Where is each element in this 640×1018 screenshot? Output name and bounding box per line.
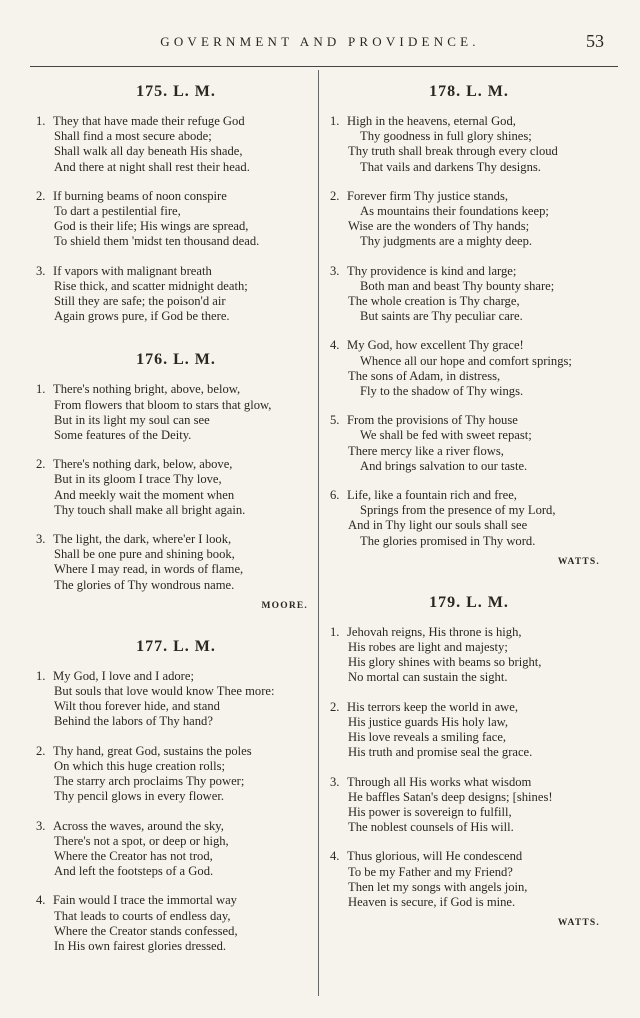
verse-text: There's nothing dark, below, above, bbox=[53, 457, 233, 472]
verse-text: We shall be fed with sweet repast; bbox=[360, 428, 532, 443]
verse-line bbox=[36, 819, 316, 834]
verse-line bbox=[36, 924, 316, 939]
stanza-number: 3. bbox=[330, 774, 340, 789]
verse-text: Thy hand, great God, sustains the poles bbox=[53, 743, 252, 758]
verse-line bbox=[330, 865, 608, 880]
hymn-heading: 178. L. M. bbox=[429, 83, 509, 100]
verse-line bbox=[330, 820, 608, 835]
stanza-number: 2. bbox=[330, 699, 340, 714]
page-number: 53 bbox=[586, 31, 604, 51]
verse-text: The sons of Adam, in distress, bbox=[348, 368, 501, 383]
verse-text: Thy touch shall make all bright again. bbox=[54, 502, 246, 517]
verse-text: Where the Creator has not trod, bbox=[54, 848, 213, 863]
verse-text: Shall walk all day beneath His shade, bbox=[54, 144, 243, 159]
verse-text: Thy judgments are a mighty deep. bbox=[360, 234, 533, 249]
verse-text: That vails and darkens Thy designs. bbox=[360, 159, 541, 174]
hymn-heading: 177. L. M. bbox=[136, 637, 216, 655]
verse-text: Rise thick, and scatter midnight death; bbox=[54, 278, 248, 293]
stanza-number: 1. bbox=[36, 382, 46, 397]
stanza bbox=[330, 775, 608, 836]
stanza bbox=[36, 457, 316, 518]
verse-text: There's nothing bright, above, below, bbox=[53, 382, 241, 397]
verse-text: There's not a spot, or deep or high, bbox=[54, 833, 229, 848]
verse-line bbox=[330, 880, 608, 895]
verse-text: My God, how excellent Thy grace! bbox=[347, 338, 524, 353]
verse-line bbox=[330, 745, 608, 760]
stanza bbox=[330, 849, 608, 910]
hymn-block bbox=[36, 70, 316, 324]
verse-line bbox=[36, 264, 316, 279]
verse-text: And brings salvation to our taste. bbox=[360, 458, 528, 473]
hymn-heading: 179. L. M. bbox=[429, 593, 509, 611]
stanza-number: 1. bbox=[36, 114, 46, 128]
hymn-block bbox=[36, 338, 316, 610]
stanza-number: 3. bbox=[36, 818, 46, 833]
verse-line bbox=[36, 834, 316, 849]
verse-line bbox=[36, 413, 316, 428]
verse-line bbox=[36, 309, 316, 324]
verse-line bbox=[330, 204, 608, 219]
verse-line bbox=[330, 114, 608, 129]
stanza bbox=[330, 700, 608, 761]
verse-text: Again grows pure, if God be there. bbox=[54, 309, 230, 324]
verse-line bbox=[330, 895, 608, 910]
verse-text: And left the footsteps of a God. bbox=[54, 864, 214, 879]
verse-line bbox=[330, 264, 608, 279]
verse-text: High in the heavens, eternal God, bbox=[347, 114, 516, 128]
verse-text: God is their life; His wings are spread, bbox=[54, 219, 249, 234]
verse-line bbox=[36, 160, 316, 175]
stanza bbox=[330, 625, 608, 686]
stanza bbox=[330, 338, 608, 399]
verse-line bbox=[330, 144, 608, 159]
verse-text: He baffles Satan's deep designs; [shines! bbox=[348, 789, 553, 804]
stanza bbox=[36, 114, 316, 175]
verse-line bbox=[36, 547, 316, 562]
verse-text: The glories of Thy wondrous name. bbox=[54, 577, 235, 592]
verse-line bbox=[36, 189, 316, 204]
verse-line bbox=[330, 129, 608, 144]
stanza bbox=[36, 819, 316, 880]
verse-text: But in its gloom I trace Thy love, bbox=[54, 472, 222, 487]
verse-text: Then let my songs with angels join, bbox=[348, 879, 528, 894]
stanza bbox=[36, 669, 316, 730]
verse-line bbox=[36, 684, 316, 699]
verse-text: Thy pencil glows in every flower. bbox=[54, 789, 224, 804]
verse-text: Wilt thou forever hide, and stand bbox=[54, 699, 220, 714]
verse-line bbox=[330, 369, 608, 384]
verse-line bbox=[36, 279, 316, 294]
verse-line bbox=[36, 939, 316, 954]
verse-text: Fain would I trace the immortal way bbox=[53, 893, 237, 908]
verse-line bbox=[330, 309, 608, 324]
verse-line bbox=[36, 893, 316, 908]
verse-text: From flowers that bloom to stars that glow, bbox=[54, 397, 272, 412]
stanza bbox=[330, 264, 608, 325]
verse-line bbox=[330, 849, 608, 864]
verse-text: Heaven is secure, if God is mine. bbox=[348, 894, 516, 909]
verse-text: On which this huge creation rolls; bbox=[54, 758, 226, 773]
verse-line bbox=[36, 398, 316, 413]
verse-text: In His own fairest glories dressed. bbox=[54, 938, 227, 953]
verse-text: Thy truth shall break through every cloud bbox=[348, 144, 558, 159]
verse-line bbox=[330, 338, 608, 353]
verse-line bbox=[330, 670, 608, 685]
verse-line bbox=[36, 382, 316, 397]
verse-line bbox=[330, 715, 608, 730]
verse-line bbox=[36, 457, 316, 472]
verse-line bbox=[330, 625, 608, 640]
right-column bbox=[330, 70, 608, 942]
verse-text: Where I may read, in words of flame, bbox=[54, 562, 244, 577]
verse-text: Springs from the presence of my Lord, bbox=[360, 503, 556, 518]
verse-text: The starry arch proclaims Thy power; bbox=[54, 774, 245, 789]
verse-text: And in Thy light our souls shall see bbox=[348, 518, 528, 533]
verse-text: Whence all our hope and comfort springs; bbox=[360, 353, 572, 368]
verse-text: Both man and beast Thy bounty share; bbox=[360, 278, 555, 293]
stanza bbox=[330, 488, 608, 549]
verse-line bbox=[330, 534, 608, 549]
verse-text: The glories promised in Thy word. bbox=[360, 533, 536, 548]
verse-text: To be my Father and my Friend? bbox=[348, 864, 513, 879]
verse-text: His power is sovereign to fulfill, bbox=[348, 804, 512, 819]
stanza-number: 1. bbox=[330, 114, 340, 128]
stanza bbox=[330, 189, 608, 250]
verse-line bbox=[36, 114, 316, 129]
verse-text: But in its light my soul can see bbox=[54, 412, 210, 427]
stanza-number: 3. bbox=[330, 263, 340, 278]
verse-line bbox=[36, 428, 316, 443]
verse-text: The noblest counsels of His will. bbox=[348, 820, 514, 835]
verse-text: His terrors keep the world in awe, bbox=[347, 699, 519, 714]
verse-text: As mountains their foundations keep; bbox=[360, 204, 549, 219]
verse-line bbox=[36, 562, 316, 577]
hymn-author: WATTS. bbox=[557, 556, 600, 567]
verse-line bbox=[330, 444, 608, 459]
header-rule bbox=[30, 66, 618, 67]
verse-text: My God, I love and I adore; bbox=[53, 668, 194, 683]
verse-line bbox=[36, 578, 316, 593]
verse-text: His truth and promise seal the grace. bbox=[348, 745, 533, 760]
verse-text: But saints are Thy peculiar care. bbox=[360, 309, 523, 324]
verse-text: Shall find a most secure abode; bbox=[54, 129, 212, 144]
stanza bbox=[36, 744, 316, 805]
verse-text: From the provisions of Thy house bbox=[347, 413, 518, 428]
verse-line bbox=[330, 488, 608, 503]
verse-line bbox=[36, 472, 316, 487]
verse-text: Life, like a fountain rich and free, bbox=[347, 488, 517, 503]
verse-line bbox=[36, 849, 316, 864]
verse-line bbox=[36, 774, 316, 789]
verse-text: His justice guards His holy law, bbox=[348, 714, 509, 729]
stanza-number: 4. bbox=[330, 849, 340, 864]
verse-line bbox=[330, 413, 608, 428]
verse-text: Forever firm Thy justice stands, bbox=[347, 188, 509, 203]
verse-line bbox=[36, 503, 316, 518]
verse-text: The light, the dark, where'er I look, bbox=[53, 532, 232, 547]
verse-text: Thy goodness in full glory shines; bbox=[360, 129, 532, 144]
hymn-heading: 176. L. M. bbox=[136, 351, 216, 369]
verse-text: Still they are safe; the poison'd air bbox=[54, 294, 226, 309]
column-divider bbox=[318, 70, 319, 996]
verse-line bbox=[36, 532, 316, 547]
page-header bbox=[0, 31, 640, 56]
verse-text: Across the waves, around the sky, bbox=[53, 818, 224, 833]
verse-line bbox=[36, 669, 316, 684]
stanza-number: 5. bbox=[330, 413, 340, 428]
verse-text: His glory shines with beams so bright, bbox=[348, 655, 542, 670]
verse-line bbox=[330, 790, 608, 805]
verse-text: Behind the labors of Thy hand? bbox=[54, 714, 213, 729]
verse-line bbox=[330, 279, 608, 294]
verse-text: And meekly wait the moment when bbox=[54, 487, 235, 502]
verse-text: Some features of the Deity. bbox=[54, 428, 192, 443]
verse-text: Thy providence is kind and large; bbox=[347, 263, 517, 278]
stanza-number: 6. bbox=[330, 488, 340, 503]
left-column bbox=[36, 70, 316, 968]
verse-line bbox=[36, 294, 316, 309]
verse-text: Through all His works what wisdom bbox=[347, 774, 532, 789]
verse-line bbox=[36, 219, 316, 234]
hymn-block bbox=[330, 581, 608, 928]
verse-line bbox=[330, 503, 608, 518]
verse-text: His love reveals a smiling face, bbox=[348, 730, 507, 745]
stanza-number: 2. bbox=[36, 188, 46, 203]
verse-line bbox=[330, 700, 608, 715]
verse-line bbox=[330, 640, 608, 655]
stanza bbox=[36, 532, 316, 593]
verse-line bbox=[36, 759, 316, 774]
verse-text: To shield them 'midst ten thousand dead. bbox=[54, 234, 260, 249]
stanza-number: 4. bbox=[330, 338, 340, 353]
stanza-number: 2. bbox=[330, 188, 340, 203]
verse-line bbox=[36, 488, 316, 503]
verse-text: Where the Creator stands confessed, bbox=[54, 923, 238, 938]
stanza-number: 2. bbox=[36, 457, 46, 472]
verse-line bbox=[36, 699, 316, 714]
stanza-number: 3. bbox=[36, 532, 46, 547]
verse-line bbox=[330, 354, 608, 369]
stanza-number: 3. bbox=[36, 263, 46, 278]
verse-line bbox=[330, 294, 608, 309]
verse-text: Jehovah reigns, His throne is high, bbox=[347, 624, 522, 639]
verse-text: To dart a pestilential fire, bbox=[54, 204, 181, 219]
verse-text: His robes are light and majesty; bbox=[348, 640, 508, 655]
verse-text: Shall be one pure and shining book, bbox=[54, 547, 235, 562]
verse-text: But souls that love would know Thee more: bbox=[54, 684, 275, 699]
verse-line bbox=[330, 219, 608, 234]
stanza-number: 2. bbox=[36, 743, 46, 758]
hymn-block bbox=[330, 70, 608, 567]
verse-text: The whole creation is Thy charge, bbox=[348, 294, 520, 309]
stanza bbox=[36, 382, 316, 443]
verse-line bbox=[36, 204, 316, 219]
verse-line bbox=[330, 730, 608, 745]
verse-text: They that have made their refuge God bbox=[53, 114, 245, 128]
verse-line bbox=[330, 518, 608, 533]
page-title: GOVERNMENT AND PROVIDENCE. bbox=[160, 34, 480, 49]
verse-line bbox=[330, 428, 608, 443]
hymn-block bbox=[36, 625, 316, 954]
verse-line bbox=[36, 909, 316, 924]
verse-line bbox=[36, 144, 316, 159]
stanza bbox=[330, 114, 608, 175]
verse-text: If vapors with malignant breath bbox=[53, 263, 212, 278]
hymn-heading: 175. L. M. bbox=[136, 83, 216, 100]
stanza bbox=[36, 893, 316, 954]
verse-line bbox=[330, 459, 608, 474]
verse-line bbox=[36, 234, 316, 249]
verse-line bbox=[330, 805, 608, 820]
verse-line bbox=[330, 655, 608, 670]
verse-text: Wise are the wonders of Thy hands; bbox=[348, 219, 530, 234]
verse-line bbox=[330, 384, 608, 399]
verse-line bbox=[36, 714, 316, 729]
stanza bbox=[36, 264, 316, 325]
verse-line bbox=[36, 129, 316, 144]
stanza-number: 4. bbox=[36, 893, 46, 908]
verse-line bbox=[330, 234, 608, 249]
verse-line bbox=[330, 189, 608, 204]
verse-line bbox=[36, 789, 316, 804]
verse-text: No mortal can sustain the sight. bbox=[348, 670, 508, 685]
verse-text: Fly to the shadow of Thy wings. bbox=[360, 384, 524, 399]
hymn-author: WATTS. bbox=[557, 918, 600, 929]
verse-text: Thus glorious, will He condescend bbox=[347, 849, 523, 864]
verse-line bbox=[330, 160, 608, 175]
verse-text: There mercy like a river flows, bbox=[348, 443, 504, 458]
verse-line bbox=[36, 864, 316, 879]
hymn-author: MOORE. bbox=[261, 600, 308, 611]
stanza bbox=[36, 189, 316, 250]
stanza bbox=[330, 413, 608, 474]
stanza-number: 1. bbox=[330, 624, 340, 639]
verse-text: And there at night shall rest their head. bbox=[54, 159, 250, 174]
verse-line bbox=[330, 775, 608, 790]
verse-text: If burning beams of noon conspire bbox=[53, 188, 227, 203]
verse-line bbox=[36, 744, 316, 759]
verse-text: That leads to courts of endless day, bbox=[54, 908, 231, 923]
stanza-number: 1. bbox=[36, 668, 46, 683]
